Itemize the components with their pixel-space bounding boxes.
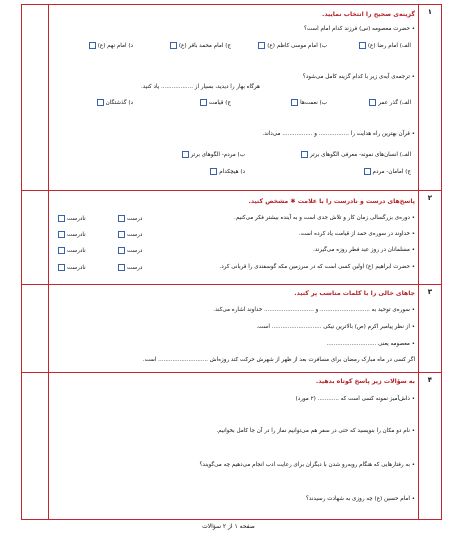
checkbox-icon[interactable] [118,231,125,238]
question-number-cell [418,5,441,190]
option-a[interactable]: الف) گذر عمر [367,99,411,107]
question-number-cell [418,373,441,519]
checkbox-icon[interactable] [258,42,265,49]
checkbox-icon[interactable] [118,215,125,222]
section-2 [22,191,441,285]
fill-blank-item: اگر کسی در ماه مبارک رمضان برای مسافرت بعد از ظهر از شهرش حرکت کند روزه‌اش ............................ است. [142,357,415,363]
section-content [52,373,415,519]
option-b[interactable]: ب) نعمت‌ها [289,99,327,107]
checkbox-icon[interactable] [58,247,65,254]
option-c[interactable]: ج) امام محمد باقر (ع) [168,42,231,50]
option-c[interactable]: ج) امامان- مردم [362,168,411,176]
question-text: • ترجمه‌ی آیه‌ی زیر با کدام گزینه کامل می‌شود؟ [302,74,415,80]
score-cell [22,191,49,284]
question-number-cell [418,285,441,372]
score-cell [22,373,49,519]
short-answer-item: • نام دو مکان را بنویسید که حتی در سفر هم می‌توانیم نماز را در آن جا کامل بخوانیم. [216,428,415,434]
checkbox-icon[interactable] [58,231,65,238]
statement: • مسلمانان در روز عید فطر روزه می‌گیرند. [313,247,415,253]
true-option[interactable]: درست [116,231,142,238]
exam-sheet [21,4,442,520]
score-cell [22,285,49,372]
short-answer-item: • به رفتارهایی که هنگام روبه‌رو شدن با دیگران برای رعایت ادب انجام می‌دهیم چه می‌گویند؟ [199,462,415,468]
true-option[interactable]: درست [116,264,142,271]
section-heading: جاهای خالی را با کلمات مناسب پر کنید. [294,290,415,297]
question-number: ۱ [427,8,432,16]
fill-blank-item: • از نظر پیامبر اکرم (ص) بالاترین نیکی ............................ است. [256,324,415,330]
checkbox-icon[interactable] [58,215,65,222]
checkbox-icon[interactable] [182,151,189,158]
false-option[interactable]: نادرست [56,264,86,271]
statement: • خداوند در سوره‌ی حمد از قیامت یاد کرده است. [298,231,415,237]
true-option[interactable]: درست [116,215,142,222]
statement: • دوره‌ی بزرگسالی زمان کار و تلاش جدی است و به آینده بیشتر فکر می‌کنیم. [234,215,415,221]
option-b[interactable]: ب) امام موسی کاظم (ع) [256,42,327,50]
question-text: • حضرت معصومه (س) فرزند کدام امام است؟ [303,26,415,32]
true-option[interactable]: درست [116,247,142,254]
page-footer: صفحه ۱ از ۲ سؤالات [202,523,255,530]
checkbox-icon[interactable] [291,99,298,106]
checkbox-icon[interactable] [200,99,207,106]
checkbox-icon[interactable] [97,99,104,106]
option-a[interactable]: الف) انسان‌های نمونه- معرفی الگوهای برتر [299,151,411,159]
option-b[interactable]: ب) مردم- الگوهای برتر [180,151,245,159]
fill-blank-item: • سوره‌ی توحید به ............................ و ............................ خداوند اشاره می‌کند. [213,307,415,313]
false-option[interactable]: نادرست [56,231,86,238]
section-content [52,191,415,284]
question-number-cell [418,191,441,284]
option-d[interactable]: د) هیچکدام [208,168,245,176]
question-number: ۲ [427,194,432,202]
option-d[interactable]: د) گذشتگان [95,99,133,107]
checkbox-icon[interactable] [210,168,217,175]
checkbox-icon[interactable] [118,247,125,254]
checkbox-icon[interactable] [364,168,371,175]
short-answer-item: • امام حسین (ع) چه روزی به شهادت رسیدند؟ [305,496,415,502]
section-heading: به سؤالات زیر پاسخ کوتاه بدهید. [315,378,415,385]
checkbox-icon[interactable] [369,99,376,106]
checkbox-icon[interactable] [359,42,366,49]
section-4 [22,373,441,519]
section-1 [22,5,441,191]
option-a[interactable]: الف) امام رضا (ع) [357,42,411,50]
checkbox-icon[interactable] [170,42,177,49]
section-content [52,5,415,190]
checkbox-icon[interactable] [301,151,308,158]
fill-blank-item: • معصومه یعنی ............................ [326,341,415,347]
section-3 [22,285,441,373]
question-hint: هرگاه بهار را دیدید، بسیار از .................. یاد کنید. [140,84,260,90]
option-c[interactable]: ج) قیامت [198,99,231,107]
checkbox-icon[interactable] [58,264,65,271]
section-content [52,285,415,372]
question-number: ۳ [427,288,432,296]
section-heading: پاسخ‌های درست و نادرست را با علامت ✱ مشخص کنید. [248,198,415,205]
short-answer-item: • داش‌آمیز نمونه کسی است که ............ (۲ مورد) [295,396,415,402]
question-number: ۴ [427,376,432,384]
checkbox-icon[interactable] [118,264,125,271]
option-d[interactable]: د) امام نهم (ع) [87,42,133,50]
checkbox-icon[interactable] [89,42,96,49]
false-option[interactable]: نادرست [56,247,86,254]
statement: • حضرت ابراهیم (ع) اولین کسی است که در سرزمین مکه گوسفندی را قربانی کرد. [219,264,415,270]
score-cell [22,5,49,190]
false-option[interactable]: نادرست [56,215,86,222]
section-heading: گزینه‌ی صحیح را انتخاب نمایید. [322,11,415,18]
question-text: • قرآن بهترین راه هدایت را ................. و ................. می‌داند. [262,131,415,137]
